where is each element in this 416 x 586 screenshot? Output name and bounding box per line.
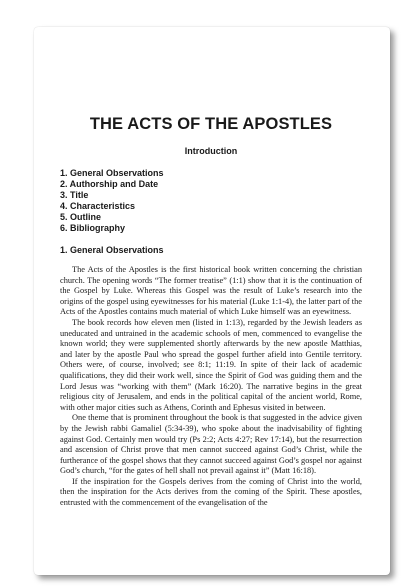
toc-item: 3. Title (60, 190, 89, 200)
page-subtitle: Introduction (184, 146, 238, 156)
body-paragraph: The Acts of the Apostles is the first historical book written concerning the christian church. The opening words “The former treatise” (1:1) show that it is the continuation of the Gospel by Luke. Whereas this Gospel was the result of Luke’s research into the origins of the gospel using eyewitnesses for his material (Luke 1:1-4), the latter part of the Acts of the Apostles contains much material of which Luke himself was an eyewitness. (60, 265, 362, 317)
table-of-contents (60, 168, 362, 234)
body-paragraph: One theme that is prominent throughout the book is that suggested in the advice given by the Jewish rabbi Gamaliel (5:34-39), who spoke about the inadvisability of fighting against God. Certainly men would try (Ps 2:2; Acts 4:27; Rev 17:14), but the resurrection and ascension of Christ prove that men cannot succeed against God’s Christ, while the furtherance of the gospel shows that they cannot succeed against God’s gospel nor against God’s church, “for the gates of hell shall not prevail against it” (Matt 16:18). (60, 413, 362, 476)
toc-item: 4. Characteristics (60, 201, 136, 211)
page-title: THE ACTS OF THE APOSTLES (89, 115, 333, 133)
toc-item: 6. Bibliography (60, 223, 126, 233)
book-page (34, 27, 390, 575)
section-heading: 1. General Observations (60, 245, 164, 255)
body-paragraph: The book records how eleven men (listed in 1:13), regarded by the Jewish leaders as uneducated and untrained in the academic schools of men, commenced to evangelise the known world; they were supplemented shortly afterwards by the new apostle Matthias, and later by the apostle Paul who spread the gospel further afield into Gentile territory. Others were, of course, involved; see 8:1; 11:19. In spite of their lack of academic qualifications, they did their work well, since the Spirit of God was guiding them and the Lord Jesus was “working with them” (Mark 16:20). The narrative begins in the great religious city of Jerusalem, and ends in the political capital of the ancient world, Rome, with other major cities such as Athens, Corinth and Ephesus visited in between. (60, 317, 362, 412)
toc-item: 1. General Observations (60, 168, 164, 178)
toc-item: 5. Outline (60, 212, 102, 222)
body-paragraph: If the inspiration for the Gospels derives from the coming of Christ into the world, then the inspiration for the Acts derives from the coming of the Spirit. These apostles, entrusted with the commencement of the evangelisation of the (60, 476, 362, 508)
toc-item: 2. Authorship and Date (60, 179, 159, 189)
